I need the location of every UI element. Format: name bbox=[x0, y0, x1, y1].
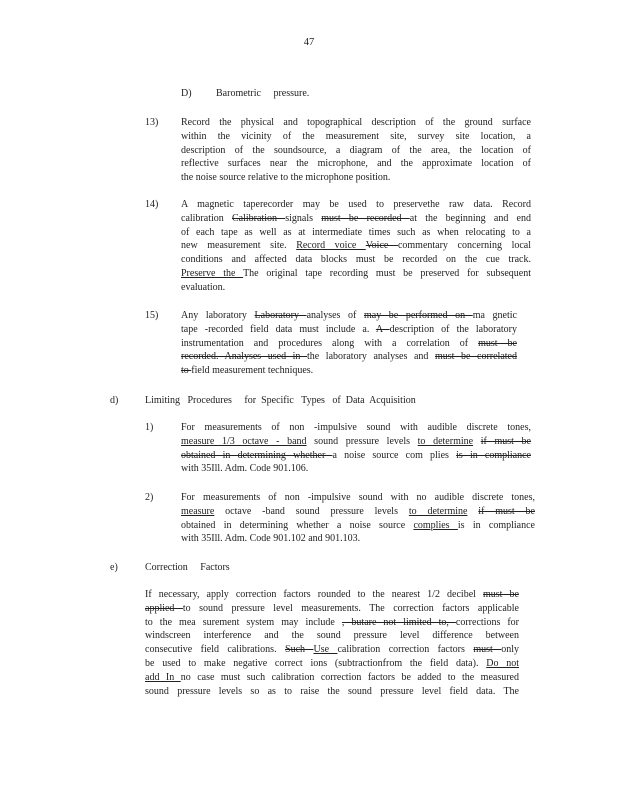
section-e-paragraph bbox=[145, 588, 519, 698]
underlined-text: Preserve the bbox=[181, 267, 244, 279]
section-d-heading: Limiting Procedures for Specific Types of Data Acquisition bbox=[145, 395, 416, 406]
struck-text: A bbox=[375, 323, 390, 335]
section-e-label: e) bbox=[110, 562, 118, 573]
underlined-text: complies bbox=[413, 519, 458, 531]
d2-line-2 bbox=[181, 505, 535, 519]
text-run: ma gnetic bbox=[472, 310, 517, 321]
struck-text: Calibration bbox=[232, 212, 286, 224]
item-15-line-4 bbox=[181, 350, 517, 364]
item-14-line-2 bbox=[181, 212, 531, 226]
text-run: to the mea surement system may include bbox=[145, 616, 342, 628]
e-line-3 bbox=[145, 616, 519, 630]
text-run: obtained in determining whether a noise source bbox=[181, 519, 414, 531]
item-d-text: Barometric pressure. bbox=[216, 88, 310, 99]
text-run: is in compliance bbox=[457, 519, 535, 531]
text-run bbox=[467, 506, 478, 517]
d1-line-4: with 35Ill. Adm. Code 901.106. bbox=[181, 463, 309, 475]
d2-line-4: with 35Ill. Adm. Code 901.102 and 901.103. bbox=[181, 533, 361, 545]
item-14-line-3: of each tape as well as at intermediate times such as when relocating to a bbox=[181, 226, 531, 238]
underlined-text: Do not bbox=[486, 657, 520, 669]
e-line-2 bbox=[145, 602, 519, 616]
text-run: a noise source com plies bbox=[332, 449, 457, 461]
d1-line-2 bbox=[181, 435, 531, 449]
item-14-paragraph bbox=[181, 198, 531, 295]
underlined-text: Record voice bbox=[296, 240, 366, 252]
text-run: be used to make negative correct ions (subtractionfrom the field data). bbox=[145, 657, 487, 669]
e-line-5 bbox=[145, 643, 519, 657]
d2-line-3 bbox=[181, 519, 535, 533]
section-e-heading: Correction Factors bbox=[145, 562, 230, 573]
item-13-line-2: within the vicinity of the measurement site, survey site location, a bbox=[181, 130, 531, 142]
underlined-text: measure 1/3 octave - band bbox=[181, 435, 307, 447]
text-run: field measurement techniques. bbox=[191, 365, 314, 377]
text-run: If necessary, apply correction factors rounded to the nearest 1/2 decibel bbox=[145, 589, 484, 600]
d1-line-1: For measurements of non -impulsive sound with audible discrete tones, bbox=[181, 422, 531, 433]
text-run: at the beginning and end bbox=[409, 212, 531, 224]
text-run: no case must such calibration correction factors be added to the measured bbox=[180, 671, 519, 683]
item-15-line-1 bbox=[181, 309, 517, 323]
text-run: signals bbox=[285, 212, 322, 224]
item-15-line-2 bbox=[181, 323, 517, 337]
struck-text: must be bbox=[483, 589, 519, 600]
item-13-line-1: Record the physical and topographical description of the ground surface bbox=[181, 117, 531, 128]
text-run: calibration correction factors bbox=[337, 644, 474, 656]
d2-paragraph bbox=[181, 491, 535, 546]
item-14-line-6 bbox=[181, 267, 531, 281]
struck-text: if must be bbox=[478, 505, 535, 517]
text-run: analyses of bbox=[306, 310, 364, 321]
underlined-text: Use bbox=[313, 644, 338, 656]
text-run bbox=[473, 436, 481, 447]
struck-text: must be recorded bbox=[321, 212, 410, 224]
text-run: commentary concerning local bbox=[397, 240, 532, 252]
item-15-line-5 bbox=[181, 364, 517, 378]
item-13-number: 13) bbox=[145, 117, 159, 128]
struck-text: if must be bbox=[480, 435, 532, 447]
struck-text: must bbox=[473, 644, 502, 656]
struck-text: obtained in determining whether bbox=[181, 449, 333, 461]
e-line-6 bbox=[145, 657, 519, 671]
item-13-line-4: reflective surfaces near the microphone, and the approximate location of bbox=[181, 158, 531, 170]
struck-text: recorded. Analyses used in bbox=[181, 351, 308, 363]
text-run: new measurement site. bbox=[181, 240, 297, 252]
item-13-paragraph bbox=[181, 116, 531, 185]
text-run: instrumentation and procedures along with a correlation of bbox=[181, 337, 479, 349]
d1-line-3 bbox=[181, 449, 531, 463]
item-14-line-5: conditions and affected data blocks must be recorded on the cue track. bbox=[181, 254, 531, 266]
text-run: The original tape recording must be preserved for subsequent bbox=[243, 267, 531, 279]
text-run: consecutive field calibrations. bbox=[145, 644, 286, 656]
item-14-number: 14) bbox=[145, 199, 159, 210]
item-15-line-3 bbox=[181, 337, 517, 351]
item-14-line-7: evaluation. bbox=[181, 281, 226, 293]
item-13-line-3: description of the soundsource, a diagram of the area, the location of bbox=[181, 144, 531, 156]
item-14-line-1: A magnetic taperecorder may be used to preservethe raw data. Record bbox=[181, 199, 531, 210]
underlined-text: add In bbox=[145, 671, 181, 683]
item-14-line-4 bbox=[181, 239, 531, 253]
d1-number: 1) bbox=[145, 422, 154, 433]
text-run: tape -recorded field data must include a. bbox=[181, 323, 376, 335]
struck-text: must be correlated bbox=[434, 351, 517, 363]
item-13-line-5: the noise source relative to the microphone position. bbox=[181, 172, 391, 184]
text-run: sound pressure levels bbox=[306, 435, 418, 447]
text-run: the laboratory analyses and bbox=[307, 351, 435, 363]
struck-text: Laboratory bbox=[254, 310, 307, 321]
text-run: corrections for bbox=[455, 616, 520, 628]
e-line-1 bbox=[145, 588, 519, 602]
text-run: to sound pressure level measurements. The correction factors applicable bbox=[182, 602, 519, 614]
text-run: description of the laboratory bbox=[389, 323, 517, 335]
struck-text: Voice bbox=[365, 240, 398, 252]
d2-number: 2) bbox=[145, 492, 154, 503]
struck-text: Such bbox=[285, 644, 314, 656]
text-run: calibration bbox=[181, 212, 232, 224]
page-number: 47 bbox=[303, 37, 315, 48]
item-15-paragraph bbox=[181, 309, 517, 378]
item-d-label: D) bbox=[181, 88, 192, 99]
struck-text: must be bbox=[478, 337, 517, 349]
text-run: only bbox=[501, 644, 520, 656]
struck-text: applied bbox=[145, 602, 183, 614]
e-line-7 bbox=[145, 671, 519, 685]
section-d-label: d) bbox=[110, 395, 119, 406]
text-run: octave -band sound pressure levels bbox=[214, 505, 409, 517]
struck-text: is in compliance bbox=[456, 449, 531, 461]
struck-text: may be performed on bbox=[363, 310, 473, 321]
text-run: Any laboratory bbox=[181, 310, 255, 321]
e-line-4: windscreen interference and the sound pressure level difference between bbox=[145, 630, 519, 642]
struck-text: , butare not limited to, bbox=[341, 616, 456, 628]
item-15-number: 15) bbox=[145, 310, 159, 321]
underlined-text: to determine bbox=[408, 505, 468, 517]
d2-line-1: For measurements of non -impulsive sound with no audible discrete tones, bbox=[181, 492, 535, 503]
e-line-8: sound pressure levels so as to raise the sound pressure level field data. The bbox=[145, 685, 519, 697]
underlined-text: measure bbox=[181, 505, 215, 517]
struck-text: to bbox=[181, 365, 192, 377]
d1-paragraph bbox=[181, 421, 531, 476]
underlined-text: to determine bbox=[417, 435, 474, 447]
